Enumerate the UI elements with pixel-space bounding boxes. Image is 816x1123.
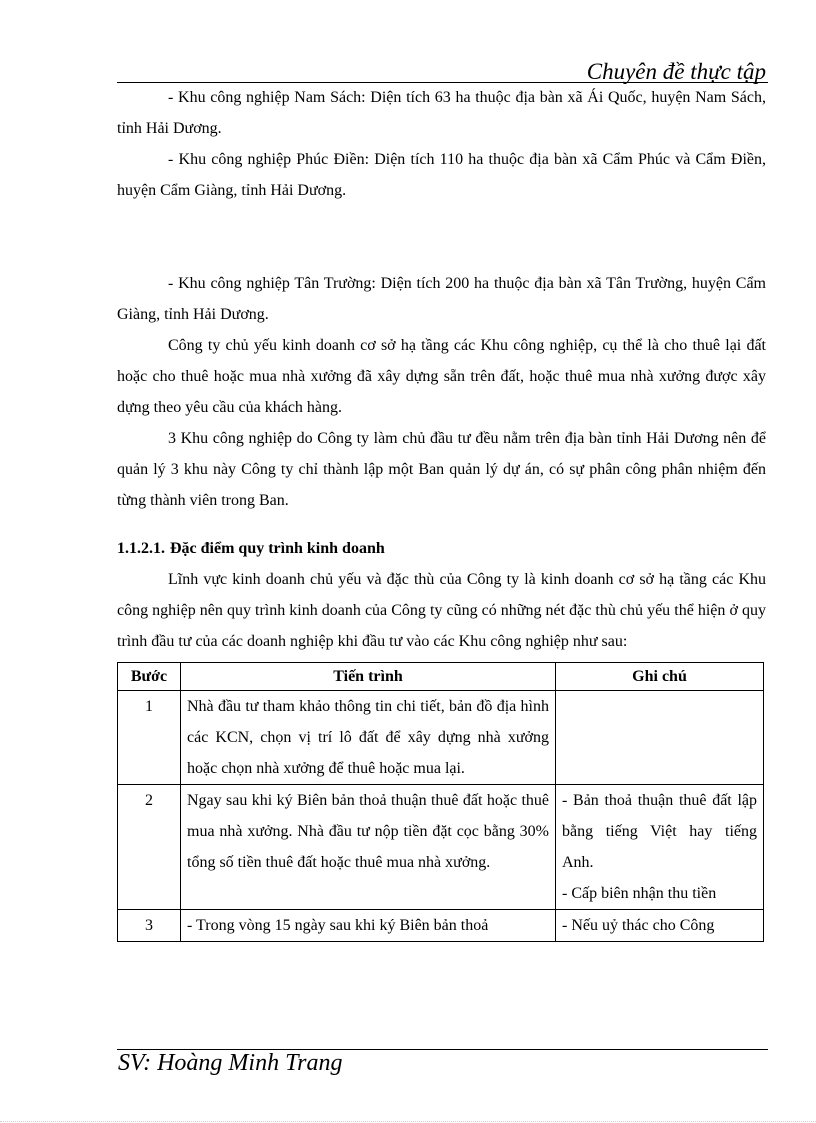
paragraph-nam-sach: - Khu công nghiệp Nam Sách: Diện tích 63 ha thuộc địa bàn xã Ái Quốc, huyện Nam Sách, tỉnh Hải Dương. [117, 89, 766, 137]
cell-process: - Trong vòng 15 ngày sau khi ký Biên bản thoả [181, 910, 556, 942]
cell-note [556, 691, 764, 785]
paragraph-phuc-dien: - Khu công nghiệp Phúc Điền: Diện tích 110 ha thuộc địa bàn xã Cẩm Phúc và Cẩm Điền, huyện Cẩm Giàng, tỉnh Hải Dương. [117, 151, 766, 199]
document-body [117, 82, 766, 942]
cell-note [556, 785, 764, 910]
cell-step: 3 [118, 910, 181, 942]
process-table [117, 662, 764, 942]
section-heading [117, 533, 766, 564]
table-row [118, 785, 764, 910]
paragraph-tan-truong: - Khu công nghiệp Tân Trường: Diện tích 200 ha thuộc địa bàn xã Tân Trường, huyện Cẩm Giàng, tỉnh Hải Dương. [117, 275, 766, 323]
cell-process: Nhà đầu tư tham khảo thông tin chi tiết, bản đồ địa hình các KCN, chọn vị trí lô đất để xây dựng nhà xưởng hoặc chọn nhà xưởng để thuê hoặc mua lại. [181, 691, 556, 785]
cell-step: 1 [118, 691, 181, 785]
table-row [118, 910, 764, 942]
paragraph-business: Công ty chủ yếu kinh doanh cơ sở hạ tầng các Khu công nghiệp, cụ thể là cho thuê lại đất hoặc cho thuê hoặc mua nhà xưởng đã xây dựng sẵn trên đất, hoặc thuê mua nhà xưởng được xây dựng theo yêu cầu của khách hàng. [117, 337, 766, 416]
note-line: - Cấp biên nhận thu tiền [562, 885, 717, 902]
footer-author: SV: Hoàng Minh Trang [118, 1050, 343, 1076]
blank-space [117, 516, 766, 533]
header-process: Tiến trình [181, 663, 556, 691]
table-header-row [118, 663, 764, 691]
section-title: Đặc điểm quy trình kinh doanh [170, 540, 385, 557]
page-boundary [0, 1121, 816, 1122]
paragraph-management: 3 Khu công nghiệp do Công ty làm chủ đầu tư đều nằm trên địa bàn tỉnh Hải Dương nên để quản lý 3 khu này Công ty chỉ thành lập một Ban quản lý dự án, có sự phân công phân nhiệm đến từng thành viên trong Ban. [117, 430, 766, 509]
header-step: Bước [118, 663, 181, 691]
note-line: - Bản thoả thuận thuê đất lập bằng tiếng Việt hay tiếng Anh. [562, 792, 757, 871]
cell-process: Ngay sau khi ký Biên bản thoả thuận thuê đất hoặc thuê mua nhà xưởng. Nhà đầu tư nộp tiền đặt cọc bằng 30% tổng số tiền thuê đất hoặc thuê mua nhà xưởng. [181, 785, 556, 910]
header-note: Ghi chú [556, 663, 764, 691]
blank-space [117, 206, 766, 268]
section-intro: Lĩnh vực kinh doanh chủ yếu và đặc thù của Công ty là kinh doanh cơ sở hạ tầng các Khu công nghiệp nên quy trình kinh doanh của Công ty cũng có những nét đặc thù chủ yếu thể hiện ở quy trình đầu tư của các doanh nghiệp khi đầu tư vào các Khu công nghiệp như sau: [117, 571, 766, 650]
section-number: 1.1.2.1. [117, 540, 165, 557]
table-row [118, 691, 764, 785]
cell-note: - Nếu uỷ thác cho Công [556, 910, 764, 942]
running-header-title: Chuyên đề thực tập [586, 59, 766, 84]
cell-step: 2 [118, 785, 181, 910]
